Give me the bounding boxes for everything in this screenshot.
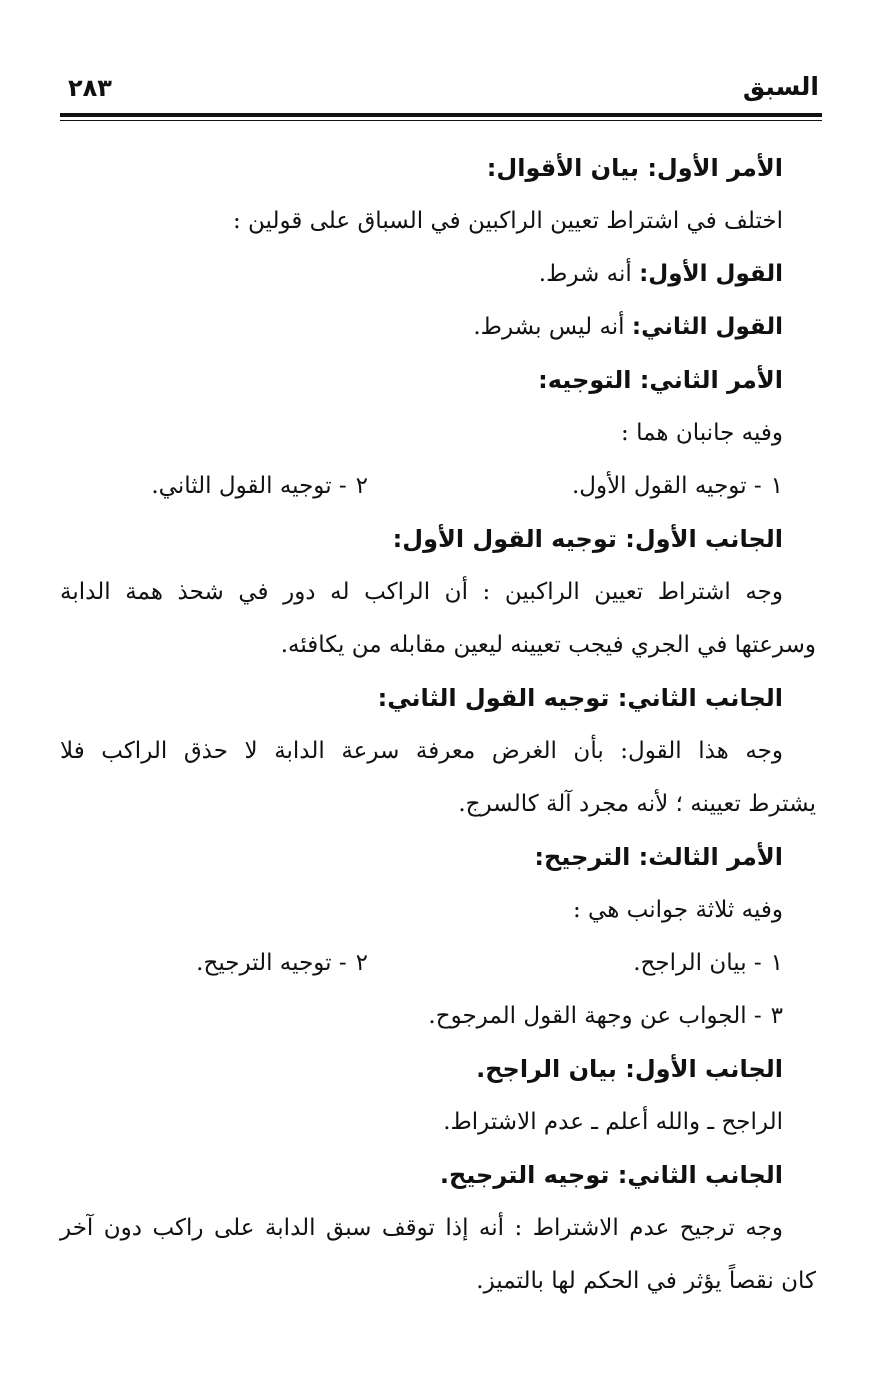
running-header-title: السبق xyxy=(742,72,819,101)
paragraph-line: كان نقصاً يؤثر في الحكم لها بالتميز. xyxy=(476,1268,816,1294)
opinion-two-text: أنه ليس بشرط. xyxy=(473,314,632,340)
aspect-list-row xyxy=(60,468,783,504)
paragraph-disagreement: اختلف في اشتراط تعيين الراكبين في السباق على قولين : xyxy=(232,208,783,234)
heading-preference-justification: الجانب الثاني: توجيه الترجيح. xyxy=(439,1161,783,1189)
paragraph-line: وجه اشتراط تعيين الراكبين : أن الراكب له دور في شحذ همة الدابة xyxy=(60,579,783,605)
list-item: ٣ - الجواب عن وجهة القول المرجوح. xyxy=(428,1003,783,1029)
heading-first-aspect: الجانب الأول: توجيه القول الأول: xyxy=(392,525,783,553)
paragraph-two-aspects: وفيه جانبان هما : xyxy=(621,420,783,446)
paragraph-line: وسرعتها في الجري فيجب تعيينه ليعين مقابله من يكافئه. xyxy=(280,632,816,658)
list-item: ٢ - توجيه الترجيح. xyxy=(196,950,368,976)
heading-second-matter: الأمر الثاني: التوجيه: xyxy=(538,366,783,394)
paragraph-preferred-view: الراجح ـ والله أعلم ـ عدم الاشتراط. xyxy=(443,1109,783,1135)
header-rule-thick xyxy=(60,113,822,117)
heading-preferred-view: الجانب الأول: بيان الراجح. xyxy=(476,1055,783,1083)
opinion-two-label: القول الثاني: xyxy=(631,314,783,340)
heading-third-matter: الأمر الثالث: الترجيح: xyxy=(534,843,783,871)
paragraph-line: يشترط تعيينه ؛ لأنه مجرد آلة كالسرج. xyxy=(458,791,816,817)
header-rule-thin xyxy=(60,120,822,121)
list-item: ٢ - توجيه القول الثاني. xyxy=(151,473,368,499)
paragraph-line: وجه هذا القول: بأن الغرض معرفة سرعة الدابة لا حذق الراكب فلا xyxy=(60,738,783,764)
page-number: ٢٨٣ xyxy=(68,74,112,102)
heading-first-matter: الأمر الأول: بيان الأقوال: xyxy=(486,154,783,182)
list-item: ١ - بيان الراجح. xyxy=(633,950,783,976)
opinion-one xyxy=(60,256,783,292)
heading-second-aspect: الجانب الثاني: توجيه القول الثاني: xyxy=(377,684,783,712)
paragraph-line: وجه ترجيح عدم الاشتراط : أنه إذا توقف سبق الدابة على راكب دون آخر xyxy=(60,1215,783,1241)
opinion-one-label: القول الأول: xyxy=(639,261,783,287)
opinion-one-text: أنه شرط. xyxy=(538,261,640,287)
opinion-two xyxy=(60,309,783,345)
aspect-list-row xyxy=(60,945,783,981)
paragraph-three-aspects: وفيه ثلاثة جوانب هي : xyxy=(573,897,783,923)
list-item: ١ - توجيه القول الأول. xyxy=(571,473,783,499)
